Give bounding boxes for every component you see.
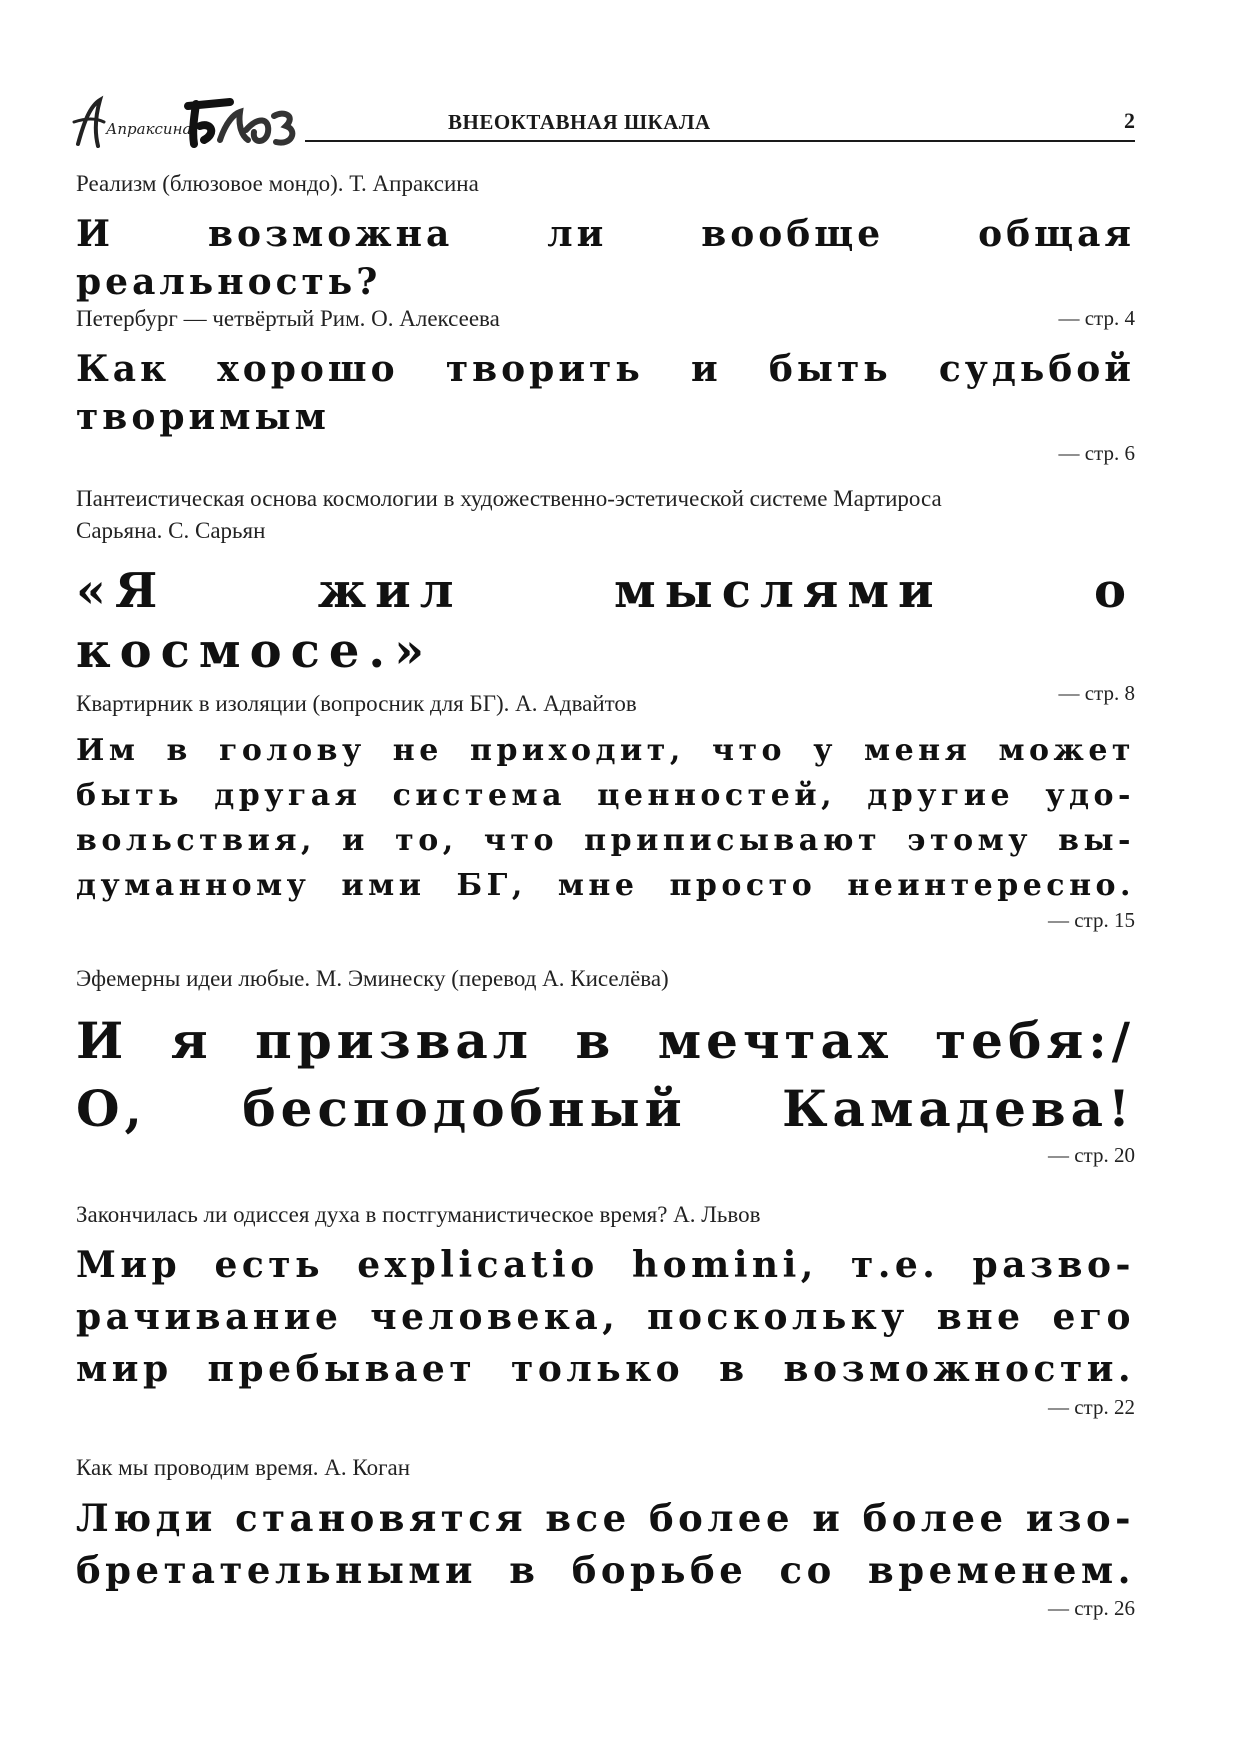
page-header bbox=[70, 92, 1135, 152]
page-reference[interactable]: — стр. 26 bbox=[1047, 1596, 1135, 1620]
quote-line: быть другая система ценностей, другие удо- bbox=[76, 778, 1135, 813]
page-reference[interactable]: — стр. 15 bbox=[1047, 908, 1135, 932]
quote-line: О, бесподобный Камадева! bbox=[76, 1079, 1135, 1138]
page-reference[interactable]: — стр. 20 bbox=[1047, 1143, 1135, 1167]
quote-line: Мир есть explicatio homini, т.е. разво- bbox=[76, 1244, 1135, 1286]
page-reference[interactable]: — стр. 6 bbox=[1058, 441, 1135, 465]
article-title[interactable]: Закончилась ли одиссея духа в постгуманистическое время? А. Львов bbox=[76, 1202, 761, 1227]
page-reference[interactable]: — стр. 22 bbox=[1047, 1395, 1135, 1419]
quote-line: бретательными в борьбе со временем. bbox=[76, 1548, 1135, 1592]
article-title[interactable] bbox=[76, 483, 1135, 547]
page-reference[interactable]: — стр. 4 bbox=[1058, 306, 1135, 330]
article-title[interactable]: Квартирник в изоляции (вопросник для БГ). А. Адвайтов bbox=[76, 691, 637, 716]
title-line: Пантеистическая основа космологии в художественно-эстетической системе Мартироса bbox=[76, 486, 942, 511]
quote-line: Люди становятся все более и более изо- bbox=[76, 1496, 1135, 1540]
header-divider bbox=[305, 140, 1135, 142]
article-quote bbox=[76, 210, 1135, 306]
article-quote bbox=[76, 1492, 1135, 1596]
article-quote bbox=[76, 1239, 1135, 1395]
page-reference[interactable]: — стр. 8 bbox=[1058, 681, 1135, 705]
toc-entry[interactable] bbox=[76, 963, 1135, 1167]
quote-line: И возможна ли вообще общая реальность? bbox=[76, 213, 1135, 303]
title-line: Сарьяна. С. Сарьян bbox=[76, 518, 266, 543]
quote-line: Как хорошо творить и быть судьбой творимым bbox=[76, 348, 1135, 438]
article-quote bbox=[76, 728, 1135, 908]
article-quote bbox=[76, 561, 1135, 681]
brand-logo bbox=[70, 92, 300, 152]
toc-entry[interactable] bbox=[76, 1452, 1135, 1620]
article-title[interactable]: Реализм (блюзовое мондо). Т. Апраксина bbox=[76, 171, 479, 196]
article-title[interactable]: Как мы проводим время. А. Коган bbox=[76, 1455, 411, 1480]
page-number: 2 bbox=[1124, 108, 1135, 133]
toc-entry[interactable] bbox=[76, 688, 1135, 932]
toc-entry[interactable] bbox=[76, 303, 1135, 465]
toc-entry[interactable] bbox=[76, 1199, 1135, 1419]
quote-line: мир пребывает только в возможности. bbox=[76, 1348, 1135, 1390]
quote-line: И я призвал в мечтах тебя:/ bbox=[76, 1011, 1135, 1070]
toc-entry[interactable] bbox=[76, 483, 1135, 705]
article-title[interactable]: Эфемерны идеи любые. М. Эминеску (перевод А. Киселёва) bbox=[76, 966, 669, 991]
quote-line: рачивание человека, поскольку вне его bbox=[76, 1296, 1135, 1338]
quote-line: «Я жил мыслями о космосе.» bbox=[76, 563, 1135, 679]
quote-line: вольствия, и то, что приписывают этому вы- bbox=[76, 823, 1135, 858]
quote-line: думанному ими БГ, мне просто неинтересно. bbox=[76, 868, 1135, 903]
article-title[interactable]: Петербург — четвёртый Рим. О. Алексеева bbox=[76, 306, 500, 331]
article-quote bbox=[76, 345, 1135, 441]
article-quote bbox=[76, 1007, 1135, 1143]
section-title: ВНЕОКТАВНАЯ ШКАЛА bbox=[448, 110, 711, 134]
svg-text:Апраксина: Апраксина bbox=[106, 120, 192, 138]
quote-line: Им в голову не приходит, что у меня может bbox=[76, 733, 1135, 768]
